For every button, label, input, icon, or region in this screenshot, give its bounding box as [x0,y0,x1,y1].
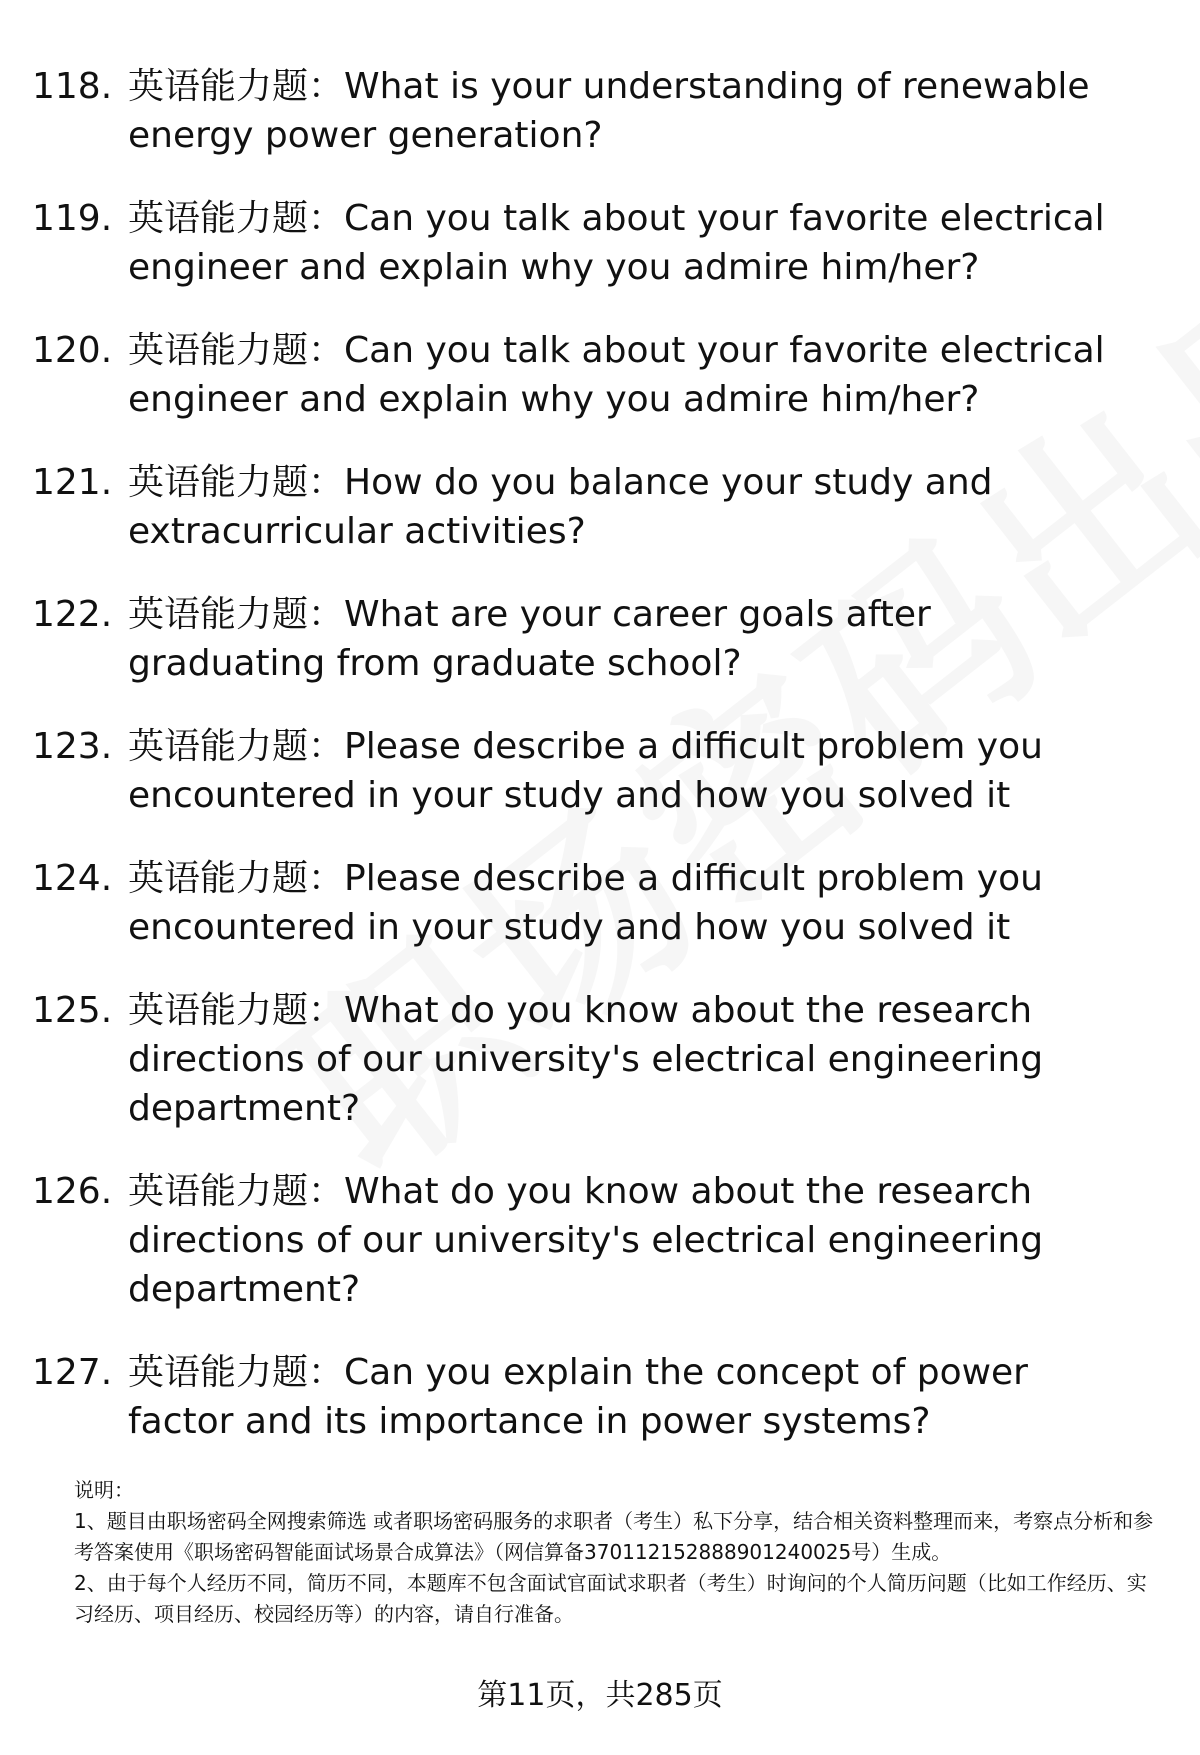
question-tag: 英语能力题： [128,1352,345,1393]
question-item [0,326,1200,424]
question-tag: 英语能力题： [128,990,345,1031]
question-item [0,722,1200,820]
notes-item: 1、题目由职场密码全网搜索筛选 或者职场密码服务的求职者（考生）私下分享，结合相关资料整理而来，考察点分析和参考答案使用《职场密码智能面试场景合成算法》（网信算备370112152888901240025号）生成。 [74,1509,1154,1564]
question-body [128,854,1130,952]
question-tag: 英语能力题： [128,330,345,371]
question-number: 122. [32,594,113,635]
notes-item: 2、由于每个人经历不同，简历不同，本题库不包含面试官面试求职者（考生）时询问的个人简历问题（比如工作经历、实习经历、项目经历、校园经历等）的内容，请自行准备。 [74,1571,1147,1626]
question-text: Can you explain the concept of power factor and its importance in power systems? [128,1352,1028,1442]
question-tag: 英语能力题： [128,1171,345,1212]
question-body [128,62,1130,160]
question-tag: 英语能力题： [128,66,345,107]
question-tag: 英语能力题： [128,198,345,239]
question-number: 127. [32,1352,113,1393]
question-text: Please describe a difficult problem you encountered in your study and how you solved it [128,858,1043,948]
question-item [0,986,1200,1133]
question-item [0,458,1200,556]
notes-heading: 说明： [74,1478,134,1502]
question-item [0,62,1200,160]
question-number: 124. [32,858,113,899]
question-number: 120. [32,330,113,371]
question-number: 121. [32,462,113,503]
question-body [128,194,1130,292]
question-tag: 英语能力题： [128,726,345,767]
question-text: What do you know about the research directions of our university's electrical engineering department? [128,990,1044,1129]
question-item [0,194,1200,292]
question-text: What do you know about the research directions of our university's electrical engineering department? [128,1171,1044,1310]
question-body [128,722,1130,820]
question-text: Can you talk about your favorite electrical engineer and explain why you admire him/her? [128,198,1105,288]
question-body [128,1348,1130,1446]
question-item [0,1167,1200,1314]
question-body [128,326,1130,424]
question-item [0,1348,1200,1446]
question-number: 123. [32,726,113,767]
question-tag: 英语能力题： [128,462,345,503]
question-tag: 英语能力题： [128,858,345,899]
question-tag: 英语能力题： [128,594,345,635]
question-body [128,458,1130,556]
question-body [128,590,1130,688]
question-text: What is your understanding of renewable energy power generation? [128,66,1090,156]
question-text: Please describe a difficult problem you encountered in your study and how you solved it [128,726,1043,816]
question-body [128,1167,1130,1314]
question-number: 125. [32,990,113,1031]
notes-section [74,1475,1154,1630]
question-item [0,590,1200,688]
question-number: 126. [32,1171,113,1212]
question-list [0,62,1200,1480]
page-number: 第11页，共285页 [477,1678,723,1713]
question-text: Can you talk about your favorite electrical engineer and explain why you admire him/her? [128,330,1105,420]
question-item [0,854,1200,952]
question-number: 118. [32,66,113,107]
question-text: How do you balance your study and extracurricular activities? [128,462,993,552]
question-text: What are your career goals after graduating from graduate school? [128,594,931,684]
question-body [128,986,1130,1133]
question-number: 119. [32,198,113,239]
